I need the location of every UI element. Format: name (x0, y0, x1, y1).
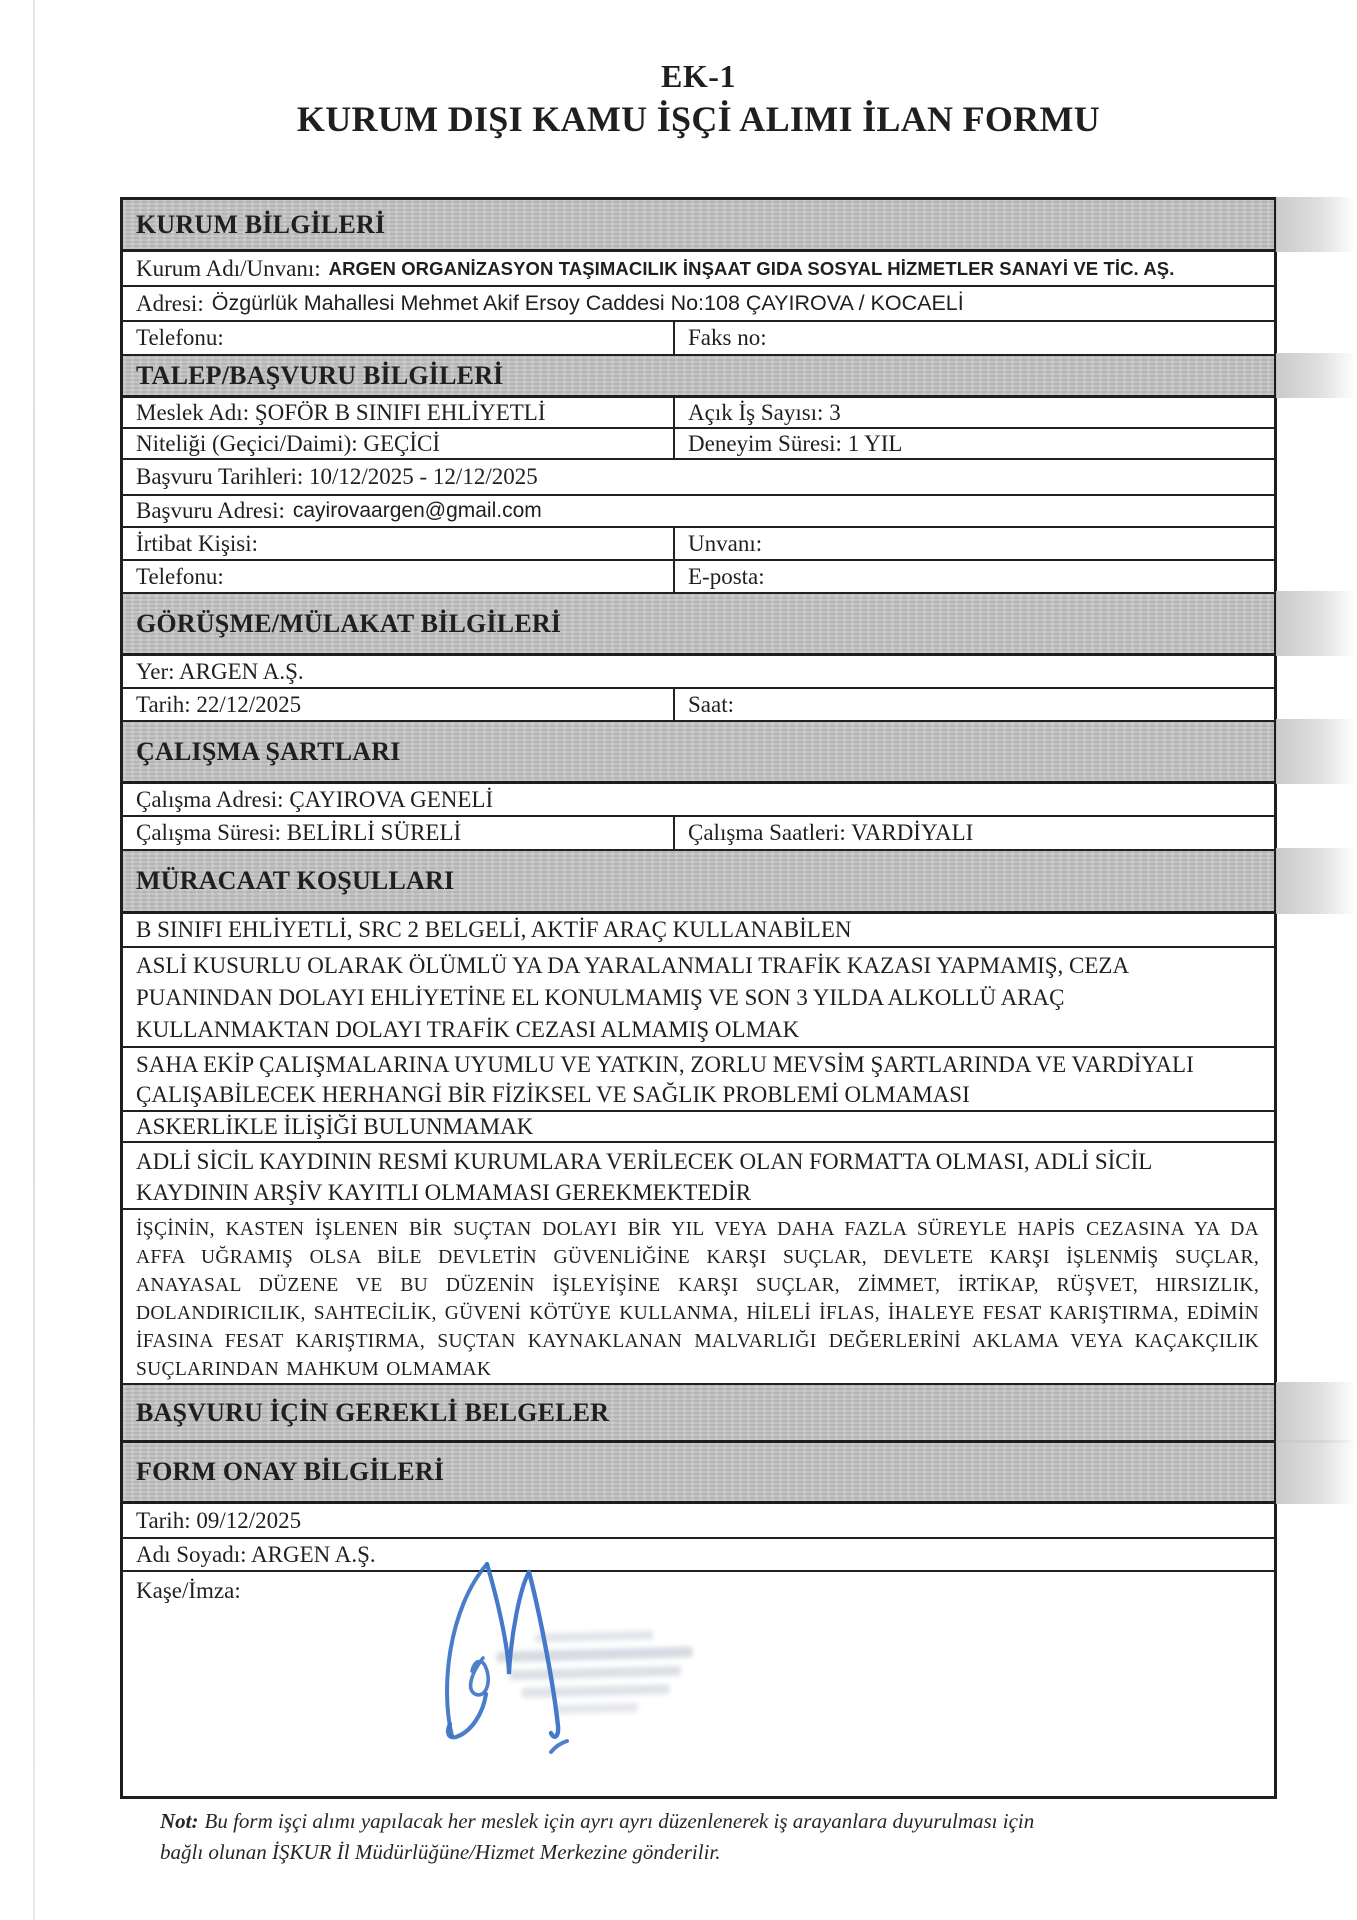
footnote-text: Bu form işçi alımı yapılacak her meslek için ayrı ayrı düzenlenerek iş arayanlara duyurulması için bağlı olunan İŞKUR İl Müdürlüğüne/Hizmet Merkezine gönderilir. (160, 1809, 1035, 1864)
section-header-form-onay (123, 1443, 1274, 1504)
section-header-calisma-sartlari (123, 722, 1274, 784)
adresi-label: Adresi: (136, 290, 204, 316)
kurum-adi-value: ARGEN ORGANİZASYON TAŞIMACILIK İNŞAAT GIDA SOSYAL HİZMETLER SANAYİ VE TİC. AŞ. (328, 257, 1175, 279)
form-title: KURUM DIŞI KAMU İŞÇİ ALIMI İLAN FORMU (296, 99, 1101, 139)
cell-onay-tarih: Tarih: 09/12/2025 (136, 1507, 302, 1533)
row-meslek-adi (123, 398, 1274, 429)
section-header-gerekli-belgeler (123, 1385, 1274, 1443)
row-kosul-3 (123, 1048, 1274, 1112)
ilan-form-table (120, 197, 1277, 1799)
row-kosul-2 (123, 948, 1274, 1048)
row-onay-tarih (123, 1504, 1274, 1539)
cell-calisma-adresi: Çalışma Adresi: ÇAYIROVA GENELİ (136, 786, 494, 812)
section-title: KURUM BİLGİLERİ (136, 209, 386, 239)
section-header-gorusme-mulakat (123, 594, 1274, 656)
cell-niteligi: Niteliği (Geçici/Daimi): GEÇİCİ (123, 429, 675, 458)
cell-calisma-saatleri: Çalışma Saatleri: VARDİYALI (688, 820, 974, 845)
section-title: FORM ONAY BİLGİLERİ (136, 1457, 445, 1486)
signature-ink (441, 1556, 581, 1771)
scan-bleed (1276, 591, 1356, 656)
row-telefonu-faks (123, 322, 1274, 356)
row-kosul-4 (123, 1112, 1274, 1143)
kase-imza-label: Kaşe/İmza: (136, 1578, 241, 1603)
scan-bleed (1276, 353, 1356, 398)
cell-faks-no: Faks no: (688, 325, 767, 350)
section-title: GÖRÜŞME/MÜLAKAT BİLGİLERİ (136, 608, 562, 638)
form-title-block (120, 58, 1277, 140)
cell-unvani: Unvanı: (688, 530, 763, 556)
scan-bleed (1276, 1382, 1356, 1443)
cell-telefonu: Telefonu: (123, 322, 675, 354)
row-telefonu-eposta (123, 561, 1274, 594)
row-basvuru-adresi (123, 496, 1274, 528)
basvuru-adresi-label: Başvuru Adresi: (136, 498, 285, 523)
row-kurum-adi (123, 252, 1274, 287)
cell-acik-is-sayisi: Açık İş Sayısı: 3 (688, 399, 841, 425)
cell-telefonu2: Telefonu: (123, 561, 675, 592)
scan-bleed (1276, 1440, 1356, 1504)
row-kosul-5 (123, 1143, 1274, 1210)
cell-deneyim-suresi: Deneyim Süresi: 1 YIL (688, 430, 903, 456)
row-kosul-6 (123, 1210, 1274, 1385)
row-irtibat-unvani (123, 528, 1274, 561)
scan-edge-line (33, 0, 35, 1920)
cell-kosul-4: ASKERLİKLE İLİŞİĞİ BULUNMAMAK (136, 1113, 534, 1139)
section-title: TALEP/BAŞVURU BİLGİLERİ (136, 360, 504, 390)
row-adi-soyadi (123, 1539, 1274, 1572)
row-kase-imza (123, 1572, 1274, 1796)
cell-kosul-3: SAHA EKİP ÇALIŞMALARINA UYUMLU VE YATKIN, ZORLU MEVSİM ŞARTLARINDA VE VARDİYALI ÇALIŞABİLECEK HERHANGİ BİR FİZİKSEL VE SAĞLIK PROBLEMİ OLMAMASI (136, 1052, 1194, 1107)
cell-basvuru-tarihleri: Başvuru Tarihleri: 10/12/2025 - 12/12/2025 (136, 464, 538, 489)
row-basvuru-tarihleri (123, 460, 1274, 496)
kurum-adi-label: Kurum Adı/Unvanı: (136, 255, 321, 281)
cell-meslek-adi: Meslek Adı: ŞOFÖR B SINIFI EHLİYETLİ (123, 398, 675, 427)
cell-saat: Saat: (688, 691, 734, 717)
cell-yer: Yer: ARGEN A.Ş. (136, 658, 304, 684)
row-niteligi (123, 429, 1274, 460)
attachment-label: EK-1 (661, 58, 736, 94)
cell-kosul-5: ADLİ SİCİL KAYDININ RESMİ KURUMLARA VERİLECEK OLAN FORMATTA OLMASI, ADLİ SİCİL KAYDININ ARŞİV KAYITLI OLMAMASI GEREKMEKTEDİR (136, 1148, 1152, 1205)
section-title: BAŞVURU İÇİN GEREKLİ BELGELER (136, 1397, 610, 1427)
section-header-kurum-bilgileri (123, 200, 1274, 252)
row-adresi (123, 287, 1274, 322)
cell-calisma-suresi: Çalışma Süresi: BELİRLİ SÜRELİ (123, 817, 675, 849)
scan-bleed (1276, 719, 1356, 784)
row-kosul-1 (123, 914, 1274, 948)
section-header-muracaat-kosullari (123, 851, 1274, 914)
row-yer (123, 656, 1274, 689)
adresi-value: Özgürlük Mahallesi Mehmet Akif Ersoy Caddesi No:108 ÇAYIROVA / KOCAELİ (211, 291, 964, 315)
row-calisma-suresi-saatleri (123, 817, 1274, 851)
scan-bleed (1276, 848, 1356, 914)
section-title: ÇALIŞMA ŞARTLARI (136, 736, 401, 766)
cell-eposta: E-posta: (688, 563, 765, 589)
footnote-label: Not: (160, 1809, 199, 1833)
cell-kosul-6: İŞÇİNİN, KASTEN İŞLENEN BİR SUÇTAN DOLAYI BİR YIL VEYA DAHA FAZLA SÜREYLE HAPİS CEZASINA YA DA AFFA UĞRAMIŞ OLSA BİLE DEVLETİN GÜVENLİĞİNE KARŞI SUÇLAR, DEVLETE KARŞI İŞLENMİŞ SUÇLAR, ANAYASAL DÜZENE VE BU DÜZENİN İŞLEYİŞİNE KARŞI SUÇLAR, ZİMMET, İRTİKAP, RÜŞVET, HIRSIZLIK, DOLANDIRICILIK, SAHTECİLİK, GÜVENİ KÖTÜYE KULLANMA, HİLELİ İFLAS, İHALEYE FESAT KARIŞTIRMA, EDİMİN İFASINA FESAT KARIŞTIRMA, SUÇTAN KAYNAKLANAN MALVARLIĞI DEĞERLERİNİ AKLAMA VEYA KAÇAKÇILIK SUÇLARINDAN MAHKUM OLMAMAK (136, 1218, 1259, 1380)
row-calisma-adresi (123, 784, 1274, 817)
section-header-talep-basvuru (123, 356, 1274, 398)
cell-tarih: Tarih: 22/12/2025 (123, 689, 675, 720)
scan-bleed (1276, 197, 1356, 252)
cell-kosul-1: B SINIFI EHLİYETLİ, SRC 2 BELGELİ, AKTİF ARAÇ KULLANABİLEN (136, 917, 852, 942)
section-title: MÜRACAAT KOŞULLARI (136, 866, 455, 895)
basvuru-adresi-value: cayirovaargen@gmail.com (292, 499, 542, 522)
cell-adi-soyadi: Adı Soyadı: ARGEN A.Ş. (136, 1541, 376, 1567)
cell-irtibat-kisisi: İrtibat Kişisi: (123, 528, 675, 559)
row-tarih-saat (123, 689, 1274, 722)
footnote (160, 1806, 1040, 1868)
cell-kosul-2: ASLİ KUSURLU OLARAK ÖLÜMLÜ YA DA YARALANMALI TRAFİK KAZASI YAPMAMIŞ, CEZA PUANINDAN DOLAYI EHLİYETİNE EL KONULMAMIŞ VE SON 3 YILDA ALKOLLÜ ARAÇ KULLANMAKTAN DOLAYI TRAFİK CEZASI ALMAMIŞ OLMAK (136, 953, 1128, 1042)
